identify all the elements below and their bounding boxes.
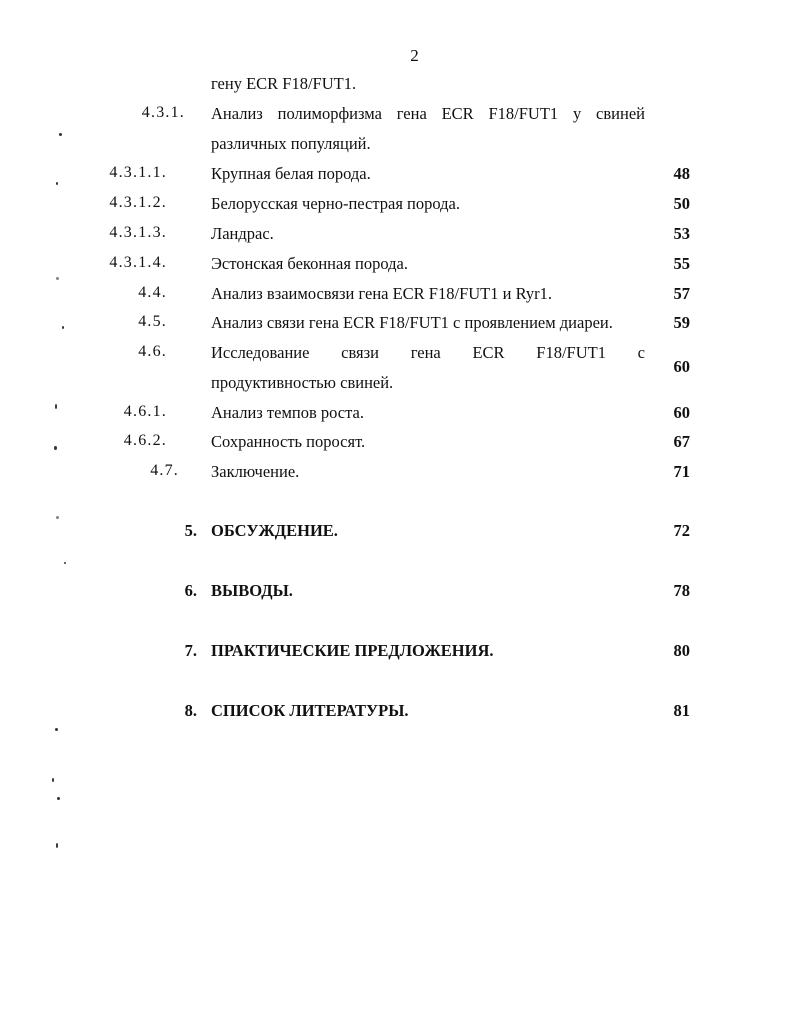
section-title: ПРАКТИЧЕСКИЕ ПРЕДЛОЖЕНИЯ. [211, 641, 494, 660]
toc-text-line2: различных популяций. [211, 134, 371, 153]
toc-text: Сохранность поросят. [211, 432, 366, 451]
toc-page: 60 [673, 357, 690, 376]
toc-number: 4.3.1.4. [109, 254, 167, 271]
toc-text-line2: продуктивностью свиней. [211, 373, 394, 392]
section-number: 5. [184, 521, 197, 540]
section-page: 78 [673, 581, 690, 600]
toc-number: 4.5. [138, 313, 167, 330]
page-number: 2 [410, 46, 419, 65]
toc-page: 48 [673, 164, 690, 183]
section-title: СПИСОК ЛИТЕРАТУРЫ. [211, 701, 409, 720]
toc-number: 4.3.1. [141, 104, 185, 121]
toc-text-line1: Анализ полиморфизма гена ECR F18/FUT1 у свиней [211, 104, 645, 123]
section-title: ОБСУЖДЕНИЕ. [211, 521, 338, 540]
toc-page: 53 [673, 224, 690, 243]
toc-text: Ландрас. [211, 224, 274, 243]
toc-text: Белорусская черно-пестрая порода. [211, 194, 460, 213]
section-page: 81 [673, 701, 690, 720]
toc-number: 4.6.2. [123, 432, 167, 449]
toc-text: Эстонская беконная порода. [211, 254, 408, 273]
toc-number: 4.3.1.3. [109, 224, 167, 241]
section-number: 7. [184, 641, 197, 660]
toc-page: 71 [673, 462, 690, 481]
toc-text-line1: Исследование связи гена ECR F18/FUT1 с [211, 343, 645, 362]
section-number: 8. [184, 701, 197, 720]
toc-number: 4.3.1.2. [109, 194, 167, 211]
toc-number: 4.6. [138, 343, 167, 360]
toc-text: Крупная белая порода. [211, 164, 371, 183]
section-number: 6. [184, 581, 197, 600]
toc-page: 59 [673, 313, 690, 332]
toc-text: Анализ взаимосвязи гена ECR F18/FUT1 и Ryr1. [211, 284, 553, 303]
toc-page: 67 [673, 432, 690, 451]
toc-page: 60 [673, 403, 690, 422]
toc-number: 4.6.1. [123, 403, 167, 420]
toc-number: 4.4. [138, 284, 167, 301]
section-title: ВЫВОДЫ. [211, 581, 293, 600]
toc-text: Заключение. [211, 462, 300, 481]
continuation-text: гену ECR F18/FUT1. [211, 74, 357, 93]
toc-page: 50 [673, 194, 690, 213]
toc-page: 57 [673, 284, 690, 303]
toc-number: 4.3.1.1. [109, 164, 167, 181]
toc-number: 4.7. [150, 462, 179, 479]
toc-text: Анализ связи гена ECR F18/FUT1 с проявлением диареи. [211, 313, 613, 332]
toc-text: Анализ темпов роста. [211, 403, 364, 422]
section-page: 80 [673, 641, 690, 660]
toc-page: 55 [673, 254, 690, 273]
section-page: 72 [673, 521, 690, 540]
